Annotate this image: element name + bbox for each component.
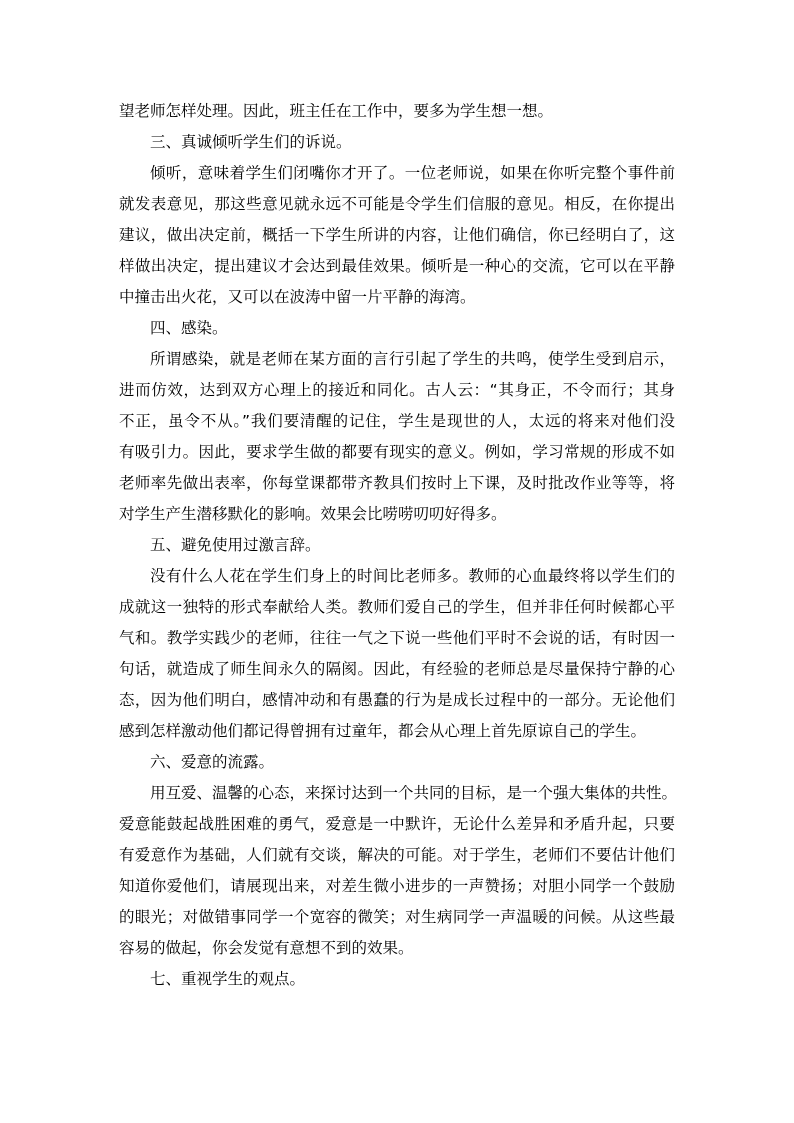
paragraph-line: 进而仿效，达到双方心理上的接近和同化。古人云：“其身正，不令而行；其身 [119,381,675,399]
paragraph-line: 样做出决定，提出建议才会达到最佳效果。倾听是一种心的交流，它可以在平静 [119,257,675,275]
paragraph-line: 感到怎样激动他们都记得曾拥有过童年，都会从心理上首先原谅自己的学生。 [119,722,647,740]
paragraph-line: 气和。教学实践少的老师，往往一气之下说一些他们平时不会说的话，有时因一 [119,629,675,647]
paragraph-line: 的眼光；对做错事同学一个宽容的微笑；对生病同学一声温暖的问候。从这些最 [119,908,675,926]
paragraph-line: 有吸引力。因此，要求学生做的都要有现实的意义。例如，学习常规的形成不如 [119,443,675,461]
paragraph-line: 所谓感染，就是老师在某方面的言行引起了学生的共鸣，使学生受到启示， [150,350,675,368]
paragraph-line: 用互爱、温馨的心态，来探讨达到一个共同的目标，是一个强大集体的共性。 [150,784,678,802]
paragraph-line: 倾听，意味着学生们闭嘴你才开了。一位老师说，如果在你听完整个事件前 [150,164,675,182]
paragraph-line: 知道你爱他们，请展现出来，对差生微小进步的一声赞扬；对胆小同学一个鼓励 [119,877,675,895]
section-heading-5: 五、避免使用过激言辞。 [150,536,321,554]
section-heading-6: 六、爱意的流露。 [150,753,275,771]
paragraph-line: 建议，做出决定前，概括一下学生所讲的内容，让他们确信，你已经明白了，这 [119,226,675,244]
paragraph-line: 对学生产生潜移默化的影响。效果会比唠唠叨叨好得多。 [119,505,507,523]
paragraph-line: 望老师怎样处理。因此，班主任在工作中，要多为学生想一想。 [119,102,554,120]
section-heading-7: 七、重视学生的观点。 [150,970,306,988]
paragraph-line: 成就这一独特的形式奉献给人类。教师们爱自己的学生，但并非任何时候都心平 [119,598,675,616]
paragraph-line: 容易的做起，你会发觉有意想不到的效果。 [119,939,414,957]
paragraph-line: 态，因为他们明白，感情冲动和有愚蠢的行为是成长过程中的一部分。无论他们 [119,691,675,709]
paragraph-line: 没有什么人花在学生们身上的时间比老师多。教师的心血最终将以学生们的 [150,567,675,585]
paragraph-line: 就发表意见，那这些意见就永远不可能是令学生们信服的意见。相反，在你提出 [119,195,675,213]
paragraph-line: 中撞击出火花，又可以在波涛中留一片平静的海湾。 [119,288,476,306]
paragraph-line: 老师率先做出表率，你每堂课都带齐教具们按时上下课，及时批改作业等等，将 [119,474,675,492]
section-heading-4: 四、感染。 [150,319,228,337]
paragraph-line: 句话，就造成了师生间永久的隔阂。因此，有经验的老师总是尽量保持宁静的心 [119,660,675,678]
paragraph-line: 有爱意作为基础，人们就有交谈，解决的可能。对于学生，老师们不要估计他们 [119,846,675,864]
paragraph-line: 不正，虽令不从。”我们要清醒的记住，学生是现世的人，太远的将来对他们没 [119,412,675,430]
document-page [119,96,678,995]
paragraph-line: 爱意能鼓起战胜困难的勇气，爱意是一中默许，无论什么差异和矛盾升起，只要 [119,815,675,833]
section-heading-3: 三、真诚倾听学生们的诉说。 [150,133,352,151]
